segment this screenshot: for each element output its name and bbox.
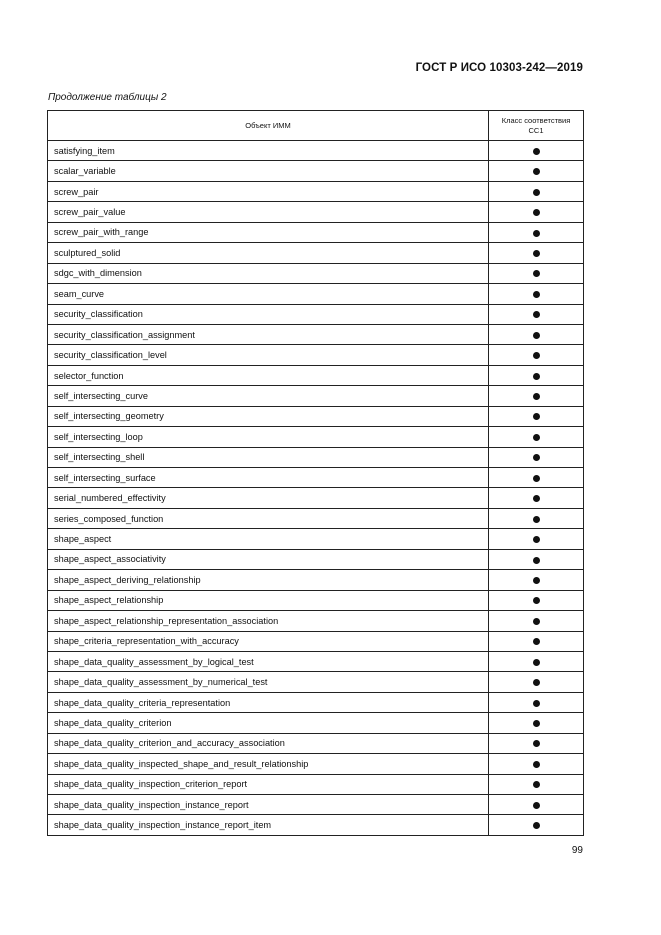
- filled-circle-icon: [533, 700, 540, 707]
- filled-circle-icon: [533, 659, 540, 666]
- table-row: [48, 611, 584, 631]
- filled-circle-icon: [533, 393, 540, 400]
- table-row: [48, 345, 584, 365]
- filled-circle-icon: [533, 781, 540, 788]
- filled-circle-icon: [533, 679, 540, 686]
- page-number: 99: [571, 845, 583, 856]
- conformance-mark-cell: [489, 161, 584, 181]
- table-row: [48, 386, 584, 406]
- column-header-object: Объект ИММ: [48, 111, 489, 141]
- table-row: [48, 447, 584, 467]
- entity-name-cell: satisfying_item: [48, 141, 489, 161]
- conformance-mark-cell: [489, 468, 584, 488]
- filled-circle-icon: [533, 373, 540, 380]
- filled-circle-icon: [533, 802, 540, 809]
- entity-name-cell: shape_data_quality_assessment_by_logical_test: [48, 651, 489, 671]
- conformance-mark-cell: [489, 815, 584, 835]
- conformance-mark-cell: [489, 774, 584, 794]
- entity-name-cell: scalar_variable: [48, 161, 489, 181]
- table-row: [48, 733, 584, 753]
- conformance-mark-cell: [489, 365, 584, 385]
- entity-name-cell: shape_aspect_deriving_relationship: [48, 570, 489, 590]
- filled-circle-icon: [533, 332, 540, 339]
- entity-name-cell: self_intersecting_surface: [48, 468, 489, 488]
- conformance-mark-cell: [489, 754, 584, 774]
- table-row: [48, 692, 584, 712]
- filled-circle-icon: [533, 618, 540, 625]
- column-header-class-line1: Класс соответствия: [501, 115, 571, 125]
- table-row: [48, 284, 584, 304]
- conformance-mark-cell: [489, 181, 584, 201]
- conformance-mark-cell: [489, 672, 584, 692]
- entity-name-cell: seam_curve: [48, 284, 489, 304]
- conformance-mark-cell: [489, 570, 584, 590]
- table-row: [48, 468, 584, 488]
- conformance-mark-cell: [489, 243, 584, 263]
- conformance-mark-cell: [489, 549, 584, 569]
- entity-name-cell: screw_pair_value: [48, 202, 489, 222]
- entity-name-cell: shape_criteria_representation_with_accuracy: [48, 631, 489, 651]
- entity-name-cell: shape_aspect: [48, 529, 489, 549]
- table-row: [48, 488, 584, 508]
- table-row: [48, 651, 584, 671]
- filled-circle-icon: [533, 434, 540, 441]
- conformance-mark-cell: [489, 508, 584, 528]
- filled-circle-icon: [533, 740, 540, 747]
- entity-name-cell: shape_data_quality_inspection_instance_report_item: [48, 815, 489, 835]
- conformance-mark-cell: [489, 284, 584, 304]
- entity-name-cell: shape_data_quality_inspection_criterion_report: [48, 774, 489, 794]
- conformance-mark-cell: [489, 406, 584, 426]
- filled-circle-icon: [533, 516, 540, 523]
- filled-circle-icon: [533, 189, 540, 196]
- conformance-mark-cell: [489, 488, 584, 508]
- table-row: [48, 324, 584, 344]
- table-row: [48, 672, 584, 692]
- table-row: [48, 406, 584, 426]
- entity-name-cell: series_composed_function: [48, 508, 489, 528]
- filled-circle-icon: [533, 495, 540, 502]
- entity-name-cell: self_intersecting_geometry: [48, 406, 489, 426]
- entity-name-cell: self_intersecting_loop: [48, 427, 489, 447]
- filled-circle-icon: [533, 454, 540, 461]
- entity-name-cell: shape_data_quality_criterion: [48, 713, 489, 733]
- table-row: [48, 570, 584, 590]
- filled-circle-icon: [533, 311, 540, 318]
- table-row: [48, 141, 584, 161]
- filled-circle-icon: [533, 536, 540, 543]
- table-row: [48, 365, 584, 385]
- table-row: [48, 815, 584, 835]
- entity-name-cell: security_classification_level: [48, 345, 489, 365]
- conformance-mark-cell: [489, 427, 584, 447]
- table-row: [48, 549, 584, 569]
- conformance-mark-cell: [489, 447, 584, 467]
- entity-name-cell: shape_aspect_associativity: [48, 549, 489, 569]
- entity-name-cell: screw_pair_with_range: [48, 222, 489, 242]
- table-row: [48, 222, 584, 242]
- entity-name-cell: serial_numbered_effectivity: [48, 488, 489, 508]
- entity-name-cell: self_intersecting_curve: [48, 386, 489, 406]
- conformance-mark-cell: [489, 733, 584, 753]
- entity-name-cell: shape_aspect_relationship_representation_association: [48, 611, 489, 631]
- filled-circle-icon: [533, 557, 540, 564]
- filled-circle-icon: [533, 475, 540, 482]
- conformance-mark-cell: [489, 529, 584, 549]
- conformance-mark-cell: [489, 692, 584, 712]
- table-row: [48, 631, 584, 651]
- entity-name-cell: selector_function: [48, 365, 489, 385]
- column-header-class-line2: CC1: [528, 125, 544, 135]
- conformance-mark-cell: [489, 651, 584, 671]
- table-row: [48, 243, 584, 263]
- filled-circle-icon: [533, 291, 540, 298]
- filled-circle-icon: [533, 230, 540, 237]
- conformance-mark-cell: [489, 304, 584, 324]
- table-row: [48, 202, 584, 222]
- table-row: [48, 263, 584, 283]
- filled-circle-icon: [533, 597, 540, 604]
- table-row: [48, 181, 584, 201]
- entity-name-cell: sdgc_with_dimension: [48, 263, 489, 283]
- table-row: [48, 427, 584, 447]
- conformance-mark-cell: [489, 141, 584, 161]
- table-row: [48, 161, 584, 181]
- table-row: [48, 590, 584, 610]
- filled-circle-icon: [533, 250, 540, 257]
- entity-name-cell: shape_data_quality_criteria_representation: [48, 692, 489, 712]
- table-row: [48, 754, 584, 774]
- filled-circle-icon: [533, 352, 540, 359]
- entity-name-cell: screw_pair: [48, 181, 489, 201]
- table-row: [48, 304, 584, 324]
- entity-name-cell: shape_data_quality_inspection_instance_report: [48, 795, 489, 815]
- table-row: [48, 774, 584, 794]
- filled-circle-icon: [533, 638, 540, 645]
- table-row: [48, 529, 584, 549]
- entity-name-cell: shape_data_quality_inspected_shape_and_result_relationship: [48, 754, 489, 774]
- conformance-mark-cell: [489, 202, 584, 222]
- table-row: [48, 713, 584, 733]
- table-header-row: [48, 111, 584, 141]
- filled-circle-icon: [533, 720, 540, 727]
- filled-circle-icon: [533, 822, 540, 829]
- table-row: [48, 795, 584, 815]
- entity-name-cell: shape_data_quality_assessment_by_numerical_test: [48, 672, 489, 692]
- filled-circle-icon: [533, 209, 540, 216]
- table-body: [48, 141, 584, 836]
- conformance-table: [47, 110, 584, 836]
- entity-name-cell: shape_data_quality_criterion_and_accuracy_association: [48, 733, 489, 753]
- conformance-mark-cell: [489, 631, 584, 651]
- filled-circle-icon: [533, 577, 540, 584]
- table-row: [48, 508, 584, 528]
- entity-name-cell: security_classification_assignment: [48, 324, 489, 344]
- conformance-mark-cell: [489, 386, 584, 406]
- conformance-mark-cell: [489, 324, 584, 344]
- conformance-mark-cell: [489, 345, 584, 365]
- entity-name-cell: shape_aspect_relationship: [48, 590, 489, 610]
- conformance-mark-cell: [489, 590, 584, 610]
- filled-circle-icon: [533, 413, 540, 420]
- conformance-mark-cell: [489, 611, 584, 631]
- conformance-mark-cell: [489, 795, 584, 815]
- conformance-mark-cell: [489, 713, 584, 733]
- column-header-conformance-class: [489, 111, 584, 141]
- filled-circle-icon: [533, 270, 540, 277]
- document-standard-code: ГОСТ Р ИСО 10303-242—2019: [415, 62, 583, 74]
- filled-circle-icon: [533, 761, 540, 768]
- table-caption: Продолжение таблицы 2: [48, 92, 167, 103]
- entity-name-cell: self_intersecting_shell: [48, 447, 489, 467]
- conformance-mark-cell: [489, 263, 584, 283]
- filled-circle-icon: [533, 168, 540, 175]
- entity-name-cell: security_classification: [48, 304, 489, 324]
- entity-name-cell: sculptured_solid: [48, 243, 489, 263]
- conformance-mark-cell: [489, 222, 584, 242]
- filled-circle-icon: [533, 148, 540, 155]
